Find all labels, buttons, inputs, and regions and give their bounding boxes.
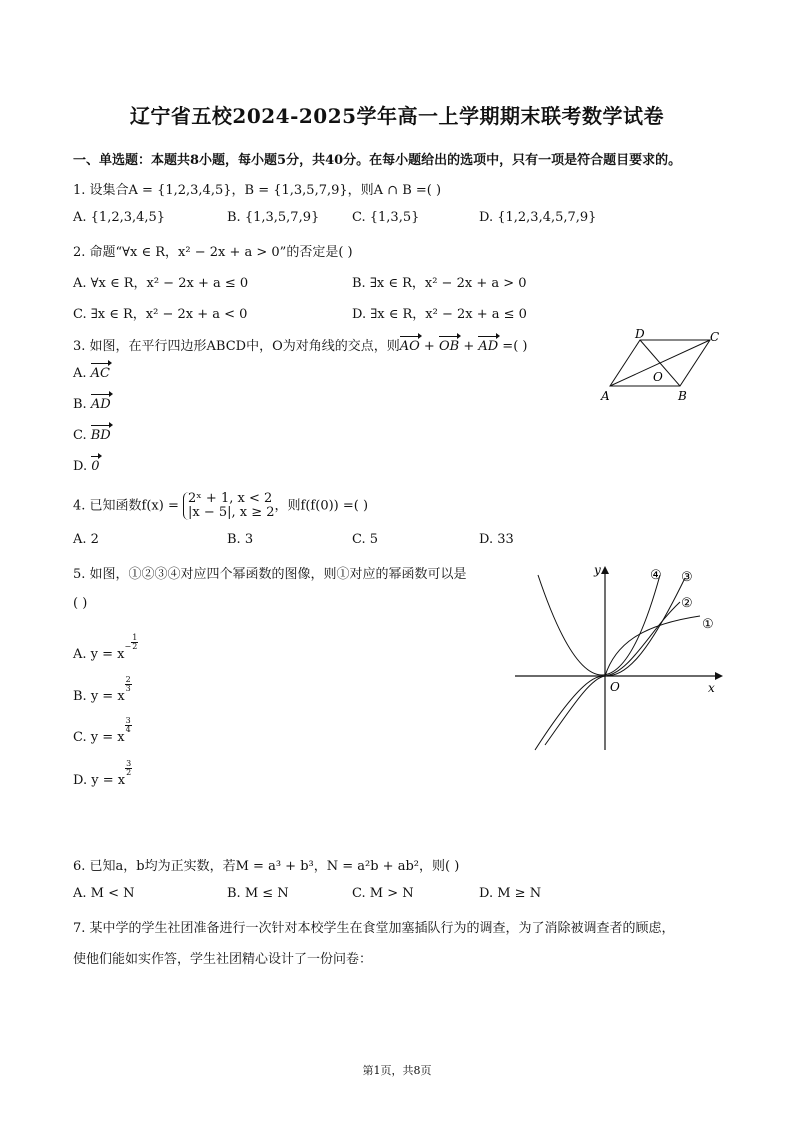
label-c: C: [710, 330, 720, 344]
q5-option-a: A. $y = x^{- \frac{1}{2}}$: [73, 633, 138, 662]
q2-option-d: D. ∃x ∈ R，x² − 2x + a ≤ 0: [352, 307, 527, 322]
q3-option-a: A. AC: [73, 366, 110, 381]
q1-option-c: C. {1,3,5}: [352, 210, 420, 225]
curve-2-label: ②: [681, 596, 693, 611]
q6-option-c: C. M > N: [352, 886, 414, 901]
label-a: A: [601, 389, 610, 403]
vector-ad-option: AD: [90, 397, 111, 412]
question-3-stem: 3. 如图，在平行四边形ABCD中，O为对角线的交点，则AO + OB + AD =( ): [73, 339, 528, 354]
q4-option-b: B. 3: [227, 532, 254, 547]
q3-option-d: D. 0: [73, 459, 100, 474]
q6-option-b: B. M ≤ N: [227, 886, 289, 901]
q4-stem-prefix: 4. 已知函数f(x) =: [73, 498, 179, 514]
vector-ob: OB: [438, 339, 460, 354]
question-1-stem: 1. 设集合A = {1,2,3,4,5}，B = {1,3,5,7,9}，则A ∩ B =( ): [73, 183, 442, 198]
question-5-stem: 5. 如图，①②③④对应四个幂函数的图像，则①对应的幂函数可以是: [73, 567, 467, 582]
question-2-stem: 2. 命题“∀x ∈ R，x² − 2x + a > 0”的否定是( ): [73, 245, 353, 260]
label-b: B: [678, 389, 687, 403]
q2-option-a: A. ∀x ∈ R，x² − 2x + a ≤ 0: [73, 276, 249, 291]
q5-option-d: D. y = x $^{\frac{3}{2}}$: [73, 759, 132, 788]
curve-1-label: ①: [702, 617, 714, 632]
question-6-stem: 6. 已知a，b均为正实数，若M = a³ + b³，N = a²b + ab²，则( ): [73, 859, 460, 874]
q4-option-a: A. 2: [73, 532, 99, 547]
curve-3-label: ③: [681, 570, 693, 585]
q2-option-b: B. ∃x ∈ R，x² − 2x + a > 0: [352, 276, 527, 291]
power-function-graph: [510, 560, 730, 755]
piece-1: 2ˣ + 1, x < 2: [188, 491, 273, 506]
origin-label: O: [610, 680, 620, 694]
page-footer: 第1页，共8页: [362, 1064, 432, 1077]
q6-option-a: A. M < N: [73, 886, 135, 901]
question-4-stem: [73, 492, 368, 520]
q3-stem-prefix: 3. 如图，在平行四边形ABCD中，O为对角线的交点，则: [73, 339, 400, 354]
curve-2: [545, 602, 680, 745]
q4-option-c: C. 5: [352, 532, 379, 547]
question-7-line-1: 7. 某中学的学生社团准备进行一次针对本校学生在食堂加塞插队行为的调查，为了消除被调查者的顾虑，: [73, 921, 675, 936]
curve-4-label: ④: [650, 568, 662, 583]
vector-bd: BD: [90, 428, 111, 443]
q4-stem-suffix: ，则f(f(0)) =( ): [274, 498, 369, 514]
q6-option-d: D. M ≥ N: [479, 886, 542, 901]
piece-2: |x − 5|, x ≥ 2: [188, 505, 275, 520]
x-axis-arrow: [715, 672, 723, 680]
exponent-b: 2 3: [125, 675, 131, 693]
question-5-stem-cont: ( ): [73, 596, 88, 611]
exponent-d: 3 2: [126, 759, 132, 777]
exponent-c: 3 4: [125, 716, 131, 734]
q1-option-d: D. {1,2,3,4,5,7,9}: [479, 210, 597, 225]
q3-stem-suffix: =( ): [498, 339, 528, 354]
q3-option-b: B. AD: [73, 397, 111, 412]
label-d: D: [635, 328, 645, 341]
vector-ad: AD: [478, 339, 499, 354]
q5-option-b: B. y = x $^{\frac{2}{3}}$: [73, 675, 131, 704]
q5-option-c: C. y = x $^{\frac{3}{4}}$: [73, 716, 131, 745]
piecewise-brace: [183, 492, 275, 520]
x-axis-label: x: [708, 681, 715, 695]
vector-ao: AO: [399, 339, 420, 354]
curve-4: [538, 575, 660, 675]
parallelogram-figure: [595, 328, 725, 408]
y-axis-label: y: [594, 563, 601, 577]
zero-vector: 0: [91, 459, 100, 474]
vector-ac: AC: [90, 366, 110, 381]
q4-option-d: D. 33: [479, 532, 514, 547]
q3-option-c: C. BD: [73, 428, 111, 443]
label-o: O: [653, 370, 663, 384]
exponent-a: − 1 2: [124, 633, 138, 651]
y-axis-arrow: [601, 566, 609, 574]
page-title: 辽宁省五校2024-2025学年高一上学期期末联考数学试卷: [129, 104, 665, 128]
q2-option-c: C. ∃x ∈ R，x² − 2x + a < 0: [73, 307, 248, 322]
section-heading: 一、单选题：本题共8小题，每小题5分，共40分。在每小题给出的选项中，只有一项是符合题目要求的。: [73, 153, 682, 168]
q1-option-a: A. {1,2,3,4,5}: [73, 210, 166, 225]
q1-option-b: B. {1,3,5,7,9}: [227, 210, 320, 225]
question-7-line-2: 使他们能如实作答，学生社团精心设计了一份问卷：: [73, 952, 373, 967]
